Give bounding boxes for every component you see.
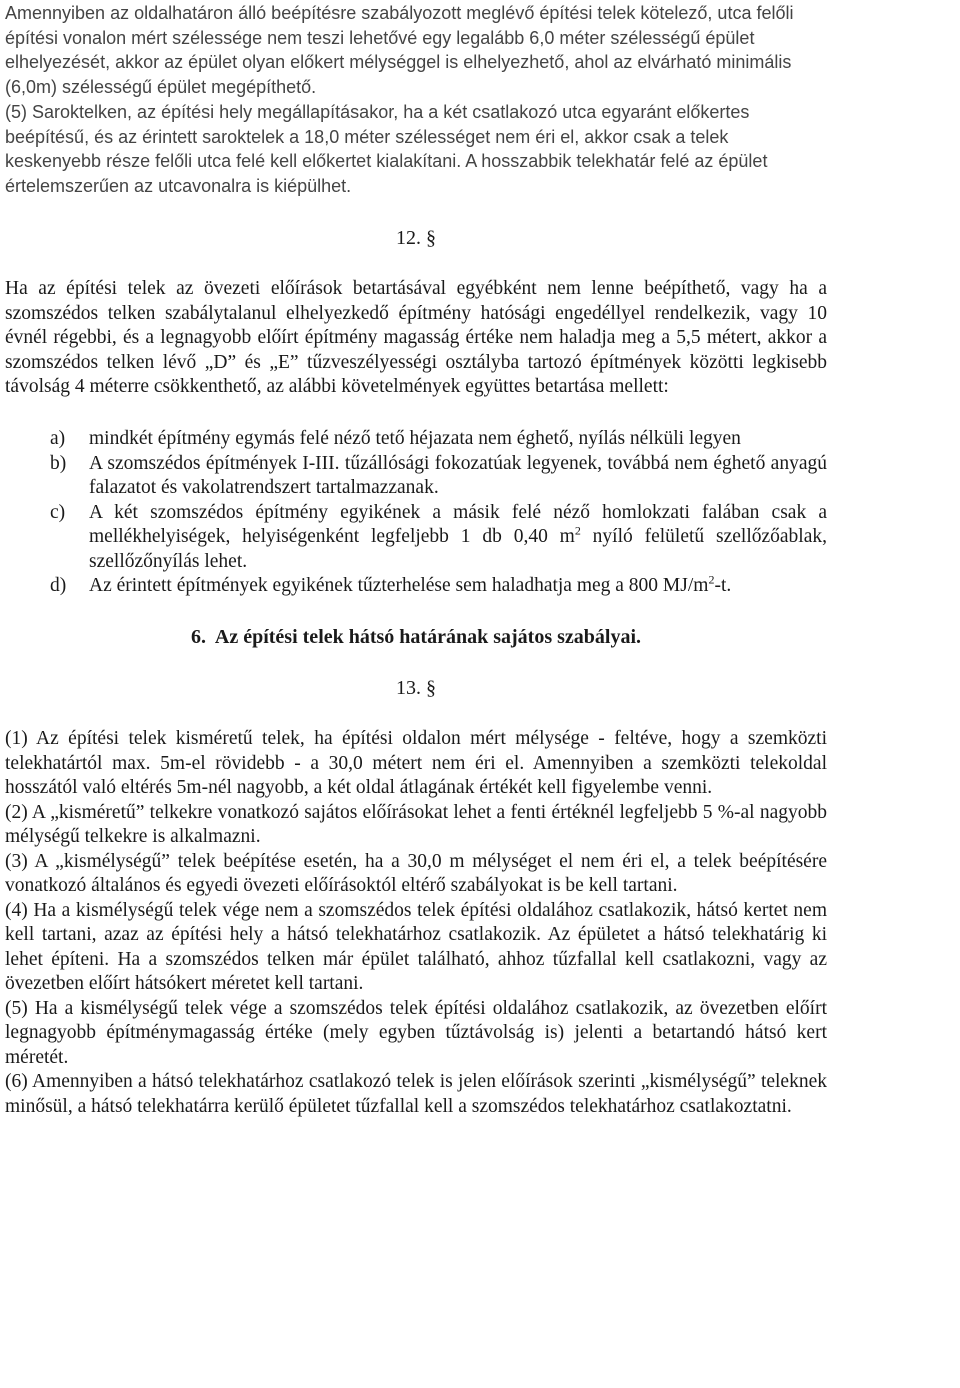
section-13-heading xyxy=(0,676,832,701)
list-item-text: Az érintett építmények egyikének tűzterhelése sem haladhatja meg a 800 MJ/m xyxy=(89,575,709,596)
superscript: 2 xyxy=(574,523,581,538)
chapter-6-title: 6. Az építési telek hátsó határának sajátos szabályai. xyxy=(191,626,641,648)
paragraph-5: (5) Ha a kismélységű telek vége a szomszédos telek építési oldalához csatlakozik, az övezetben előírt legnagyobb építménymagasság értéke (mely egyben tűztávolság is) jelenti a betartandó hátsó kert méretét. xyxy=(5,997,827,1068)
section-13-symbol: § xyxy=(426,677,436,699)
list-item-text: mindkét építmény egymás felé néző tető héjazata nem éghető, nyílás nélküli legyen xyxy=(89,428,741,449)
list-marker: a) xyxy=(50,428,66,449)
list-marker: c) xyxy=(50,501,66,523)
superscript: 2 xyxy=(708,572,715,587)
section-12-list xyxy=(5,427,827,599)
intro-paragraph-1: Amennyiben az oldalhatáron álló beépítésre szabályozott meglévő építési telek kötelező, utca felőli építési vonalon mért szélessége nem teszi lehetővé egy legalább 6,0 méter szélességű épület elhelyezését, akkor az épület olyan előkert mélységgel is elhelyezhető, ahol az elvárható minimális (6,0m) szélességű épület megépíthető. xyxy=(5,3,794,97)
section-12-heading xyxy=(0,226,832,251)
list-marker: d) xyxy=(50,575,67,596)
list-item-a xyxy=(5,427,827,452)
list-item-text: A szomszédos építmények I-III. tűzállósági fokozatúak legyenek, továbbá nem éghető anyagú falazatot és vakolatrendszert tartalmazzanak. xyxy=(89,452,827,498)
list-item-text: A két szomszédos építmény egyikének a másik felé néző homlokzati falában csak a mellékhelyiségek, helyiségenként legfeljebb 1 db 0,40 m xyxy=(89,501,827,547)
section-12-symbol: § xyxy=(426,227,436,249)
list-marker: b) xyxy=(50,452,67,474)
paragraph-1: (1) Az építési telek kisméretű telek, ha építési oldalon mért mélysége - feltéve, hogy a szemközti telekhatártól max. 5m-el rövidebb - a 30,0 métert nem éri el. Amennyiben a szemközti telekoldal hosszától való eltérés 5m-nél nagyobb, a két oldal átlagának értékét kell figyelembe venni. xyxy=(5,728,827,798)
list-item-d xyxy=(5,574,827,599)
section-13-number: 13. xyxy=(396,677,421,699)
list-item-b xyxy=(5,452,827,501)
list-item-text-after: -t. xyxy=(714,575,732,596)
paragraph-3: (3) A „kismélységű” telek beépítése esetén, ha a 30,0 m mélységet el nem éri el, a telek beépítésére vonatkozó általános és egyedi övezeti előírásoktól eltérő szabályokat is be kell tartani. xyxy=(5,850,827,896)
section-13-body xyxy=(5,727,827,1119)
list-item-text-after: nyíló felületű szellőzőablak, szellőzőnyílás lehet. xyxy=(89,526,827,572)
intro-paragraph-5: (5) Saroktelken, az építési hely megállapításakor, ha a két csatlakozó utca egyaránt előkertes beépítésű, és az érintett saroktelek a 18,0 méter szélességet nem éri el, akkor csak a telek keskenyebb része felőli utca felé kell előkertet kialakítani. A hosszabbik telekhatár felé az épület értelemszerűen az utcavonalra is kiépülhet. xyxy=(5,102,768,196)
paragraph-2: (2) A „kisméretű” telkekre vonatkozó sajátos előírásokat lehet a fenti értéknél legfeljebb 5 %-al nagyobb mélységű telkekre is alkalmazni. xyxy=(5,801,827,847)
section-12-number: 12. xyxy=(396,227,421,249)
section-12-intro: Ha az építési telek az övezeti előírások betartásával egyébként nem lenne beépíthető, vagy ha a szomszédos telken szabálytalanul elhelyezkedő építmény hatósági engedéllyel rendelkezik, vagy 10 évnél régebbi, és a legnagyobb előírt építmény magasság értéke nem haladja meg a 5,5 métert, akkor a szomszédos telken lévő „D” és „E” tűzveszélyességi osztályba tartozó építmények közötti legkisebb távolság 4 méterre csökkenthető, az alábbi követelmények együttes betartása mellett: xyxy=(5,278,827,397)
paragraph-6: (6) Amennyiben a hátsó telekhatárhoz csatlakozó telek is jelen előírások szerinti „kismélységű” teleknek minősül, a hátsó telekhatárra kerülő épületet tűzfallal kell a szomszédos telekhatárhoz csatlakoztatni. xyxy=(5,1071,827,1117)
list-item-c xyxy=(5,501,827,575)
paragraph-4: (4) Ha a kismélységű telek vége nem a szomszédos telek építési oldalához csatlakozik, hátsó kertet nem kell tartani, azaz az építési hely a hátsó telekhatárhoz csatlakozik. Az épületet a hátsó telekhatárig ki lehet építeni. Ha a szomszédos telken már épület található, ahhoz tűzfallal kell csatlakozni, vagy az övezetben előírt hátsókert méretet kell tartani. xyxy=(5,899,827,994)
